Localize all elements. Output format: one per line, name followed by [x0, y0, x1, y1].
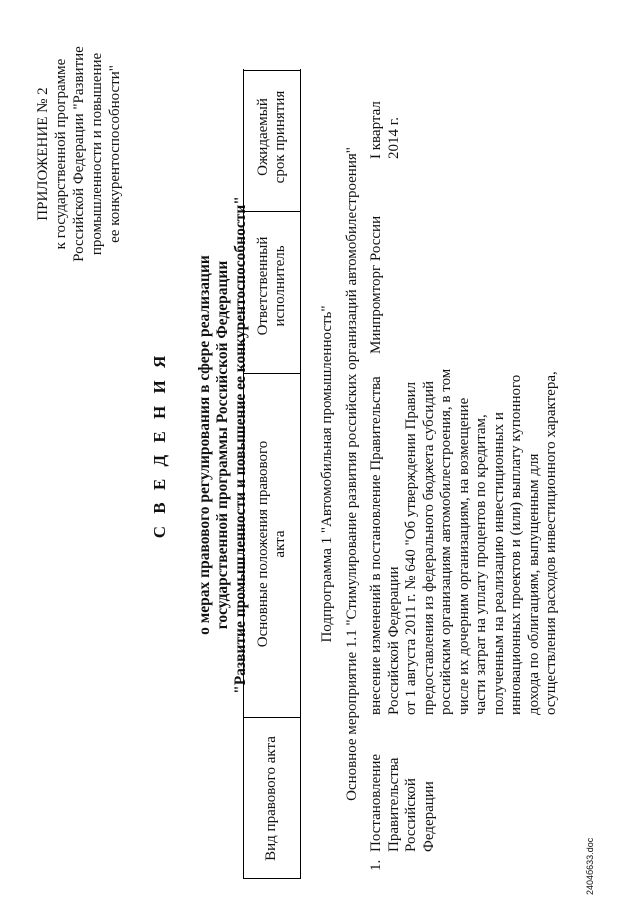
column-header-provisions: Основные положения правового акта	[254, 440, 288, 648]
heading-line: государственной программы Российской Федерации	[214, 260, 231, 630]
provisions-line: числе их дочерним организациям, на возмещение	[455, 397, 472, 715]
appendix-line: ее конкурентоспособности"	[107, 65, 123, 243]
act-type-line: Федерации	[420, 781, 437, 852]
provisions-line: полученным на реализацию инвестиционных и	[490, 412, 507, 715]
file-name-footer: 2404б633.doc	[585, 837, 595, 895]
provisions-line: Российской Федерации	[385, 566, 402, 715]
heading-line: "Развитие промышленности и повышение ее конкурентоспособности"	[232, 196, 249, 694]
appendix-line: ПРИЛОЖЕНИЕ № 2	[35, 87, 51, 221]
subprogram-title: Подпрограмма 1 "Автомобильная промышленность"	[319, 305, 335, 643]
provisions-line: осуществления расходов инвестиционного характера,	[543, 371, 559, 715]
act-type-line: Российской	[403, 778, 419, 852]
provisions-line: инновационных проектов и (или) выплату купонного	[508, 374, 524, 715]
heading-line: о мерах правового регулирования в сфере реализации	[196, 255, 213, 635]
provisions-line: предоставления из федерального бюджета субсидий	[420, 380, 437, 715]
column-divider	[243, 70, 300, 71]
provisions-line: внесение изменений в постановление Правительства	[368, 376, 384, 715]
appendix-line: к государственной программе	[53, 58, 69, 250]
table-header-border	[300, 69, 301, 879]
appendix-line: Российской Федерации "Развитие	[71, 46, 87, 262]
column-header-executor: Ответственный исполнитель	[254, 236, 288, 336]
column-divider	[243, 211, 300, 212]
column-header-act-type: Вид правового акта	[263, 736, 279, 861]
column-divider	[243, 373, 300, 374]
main-measure-title: Основное мероприятие 1.1 "Стимулирование развития российских организаций автомобилестроения"	[344, 147, 360, 801]
deadline-line: 2014 г.	[385, 117, 402, 159]
deadline-cell	[368, 69, 403, 159]
document-title: С В Е Д Е Н И Я	[150, 351, 169, 539]
provisions-line: от 1 августа 2011 г. № 640 "Об утверждении Правил	[403, 381, 419, 715]
document-heading	[150, 135, 250, 755]
deadline-line: I квартал	[368, 101, 384, 159]
act-type-cell	[368, 722, 438, 852]
act-type-line: Правительства	[385, 757, 402, 852]
act-type-line: Постановление	[368, 753, 384, 852]
provisions-line: части затрат на уплату процентов по кредитам,	[473, 414, 489, 715]
column-header-deadline: Ожидаемый срок принятия	[254, 90, 288, 184]
executor-cell: Минпромторг России	[368, 215, 384, 354]
provisions-line: дохода по облигациям, выпущенным для	[525, 453, 542, 715]
appendix-line: промышленности и повышение	[89, 52, 105, 256]
provisions-line: российским организациям автомобилестроения, в том	[438, 368, 454, 715]
appendix-note	[34, 23, 124, 285]
table-top-border	[243, 69, 244, 879]
provisions-cell	[368, 368, 561, 715]
row-number: 1.	[368, 859, 384, 871]
